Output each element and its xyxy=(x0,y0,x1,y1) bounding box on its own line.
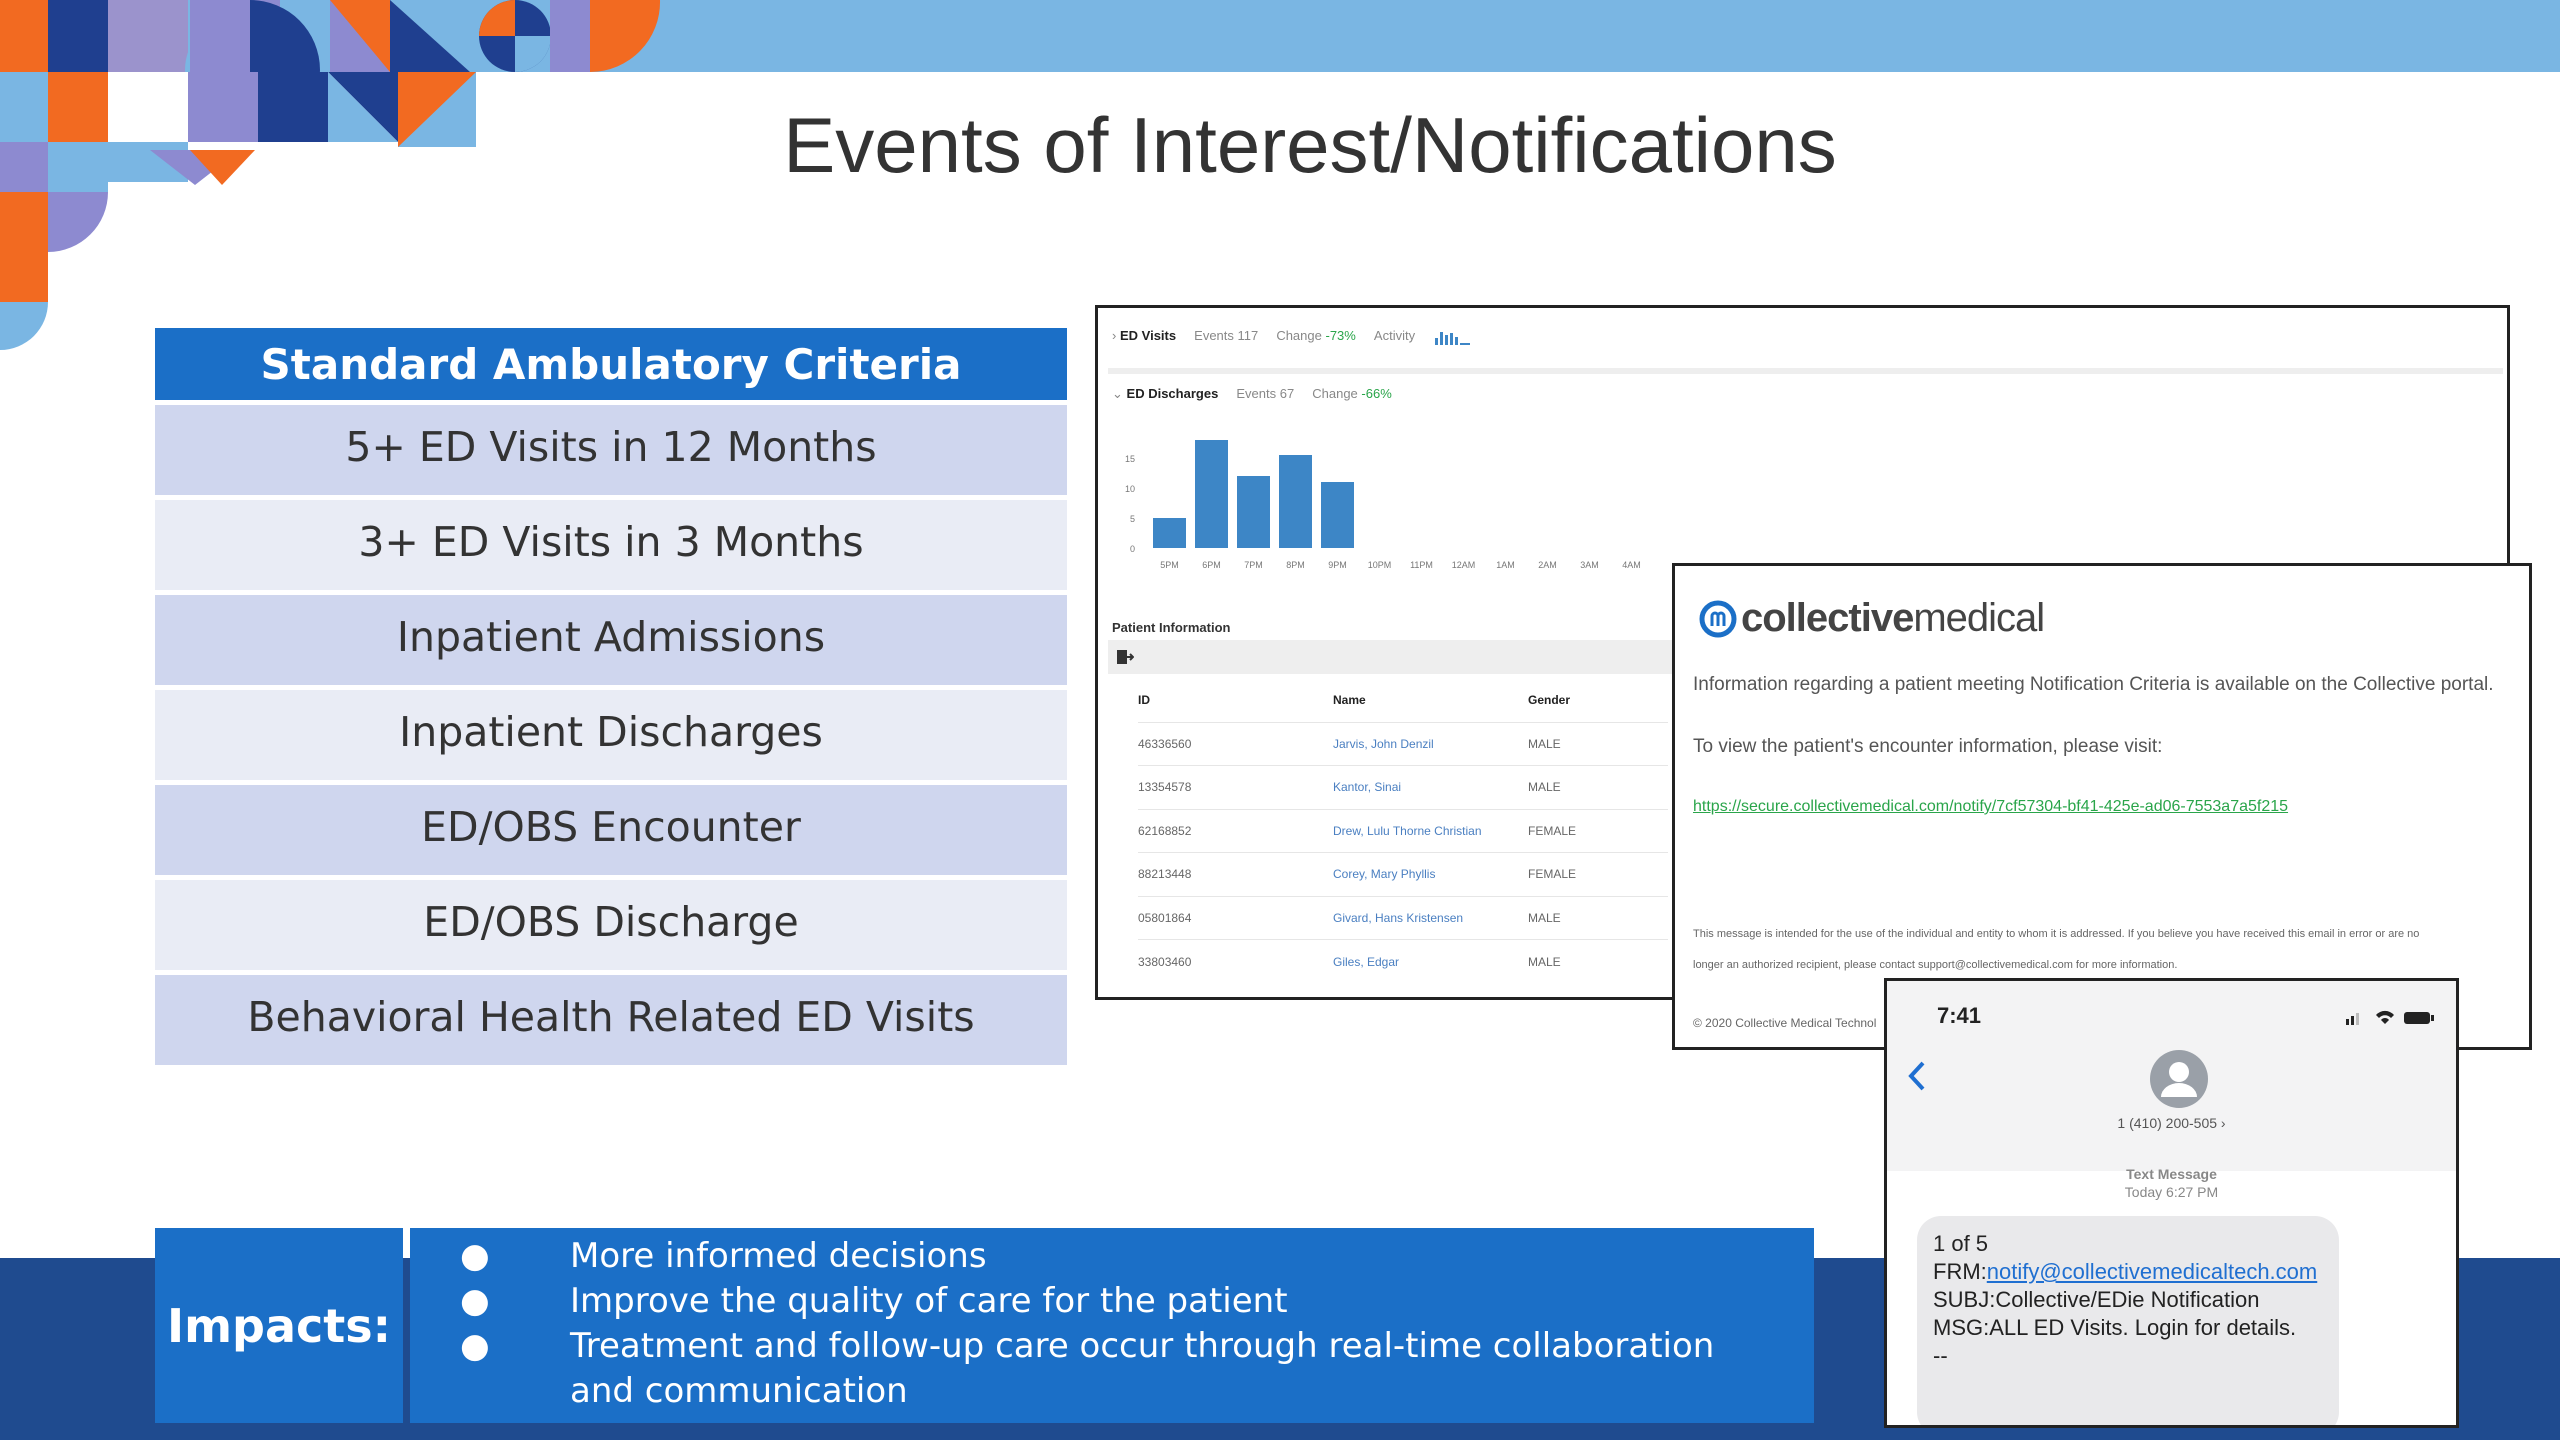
cell-name-link[interactable]: Givard, Hans Kristensen xyxy=(1333,896,1528,940)
brand-name: medical xyxy=(1913,596,2045,640)
message-timestamp: Today 6:27 PM xyxy=(2124,1184,2219,1200)
criteria-item: 5+ ED Visits in 12 Months xyxy=(155,405,1067,495)
patient-table xyxy=(1138,678,1668,983)
table-row[interactable] xyxy=(1138,896,1668,940)
ed-visits-label[interactable]: ED Visits xyxy=(1119,328,1177,343)
impact-item xyxy=(460,1369,1814,1414)
bullet-icon: ● xyxy=(460,1236,490,1276)
x-tick-label: 2AM xyxy=(1538,560,1557,570)
export-icon[interactable] xyxy=(1116,648,1134,666)
from-label: FRM: xyxy=(1933,1259,1987,1284)
cell-gender: FEMALE xyxy=(1528,853,1668,897)
ed-visits-change-label: Change xyxy=(1276,328,1322,343)
impact-text: Treatment and follow-up care occur through real-time collaboration xyxy=(570,1326,1715,1366)
table-row[interactable] xyxy=(1138,853,1668,897)
copyright: © 2020 Collective Medical Technol xyxy=(1693,1016,1877,1030)
contact-number[interactable]: 1 (410) 200-505 › xyxy=(2117,1115,2226,1131)
x-tick-label: 4AM xyxy=(1622,560,1641,570)
collective-medical-logo xyxy=(1699,596,2044,641)
back-chevron-icon[interactable] xyxy=(1905,1059,1929,1093)
x-tick-label: 10PM xyxy=(1367,560,1392,570)
ed-discharges-change-label: Change xyxy=(1312,386,1358,401)
table-row[interactable] xyxy=(1138,809,1668,853)
x-tick-label: 11PM xyxy=(1410,560,1433,570)
patient-info-title: Patient Information xyxy=(1112,620,1231,635)
impact-text: Improve the quality of care for the patient xyxy=(570,1281,1288,1321)
chevron-down-icon[interactable]: ⌄ xyxy=(1112,386,1123,401)
impact-text: More informed decisions xyxy=(570,1236,987,1276)
criteria-item: ED/OBS Discharge xyxy=(155,880,1067,970)
chart-bar[interactable] xyxy=(1195,440,1228,548)
criteria-item: Behavioral Health Related ED Visits xyxy=(155,975,1067,1065)
status-icons xyxy=(2346,1007,2436,1027)
impacts-list xyxy=(410,1228,1814,1423)
x-tick-label: 6PM xyxy=(1202,560,1221,570)
message-trail: -- xyxy=(1933,1343,1948,1368)
y-tick-label: 15 xyxy=(1124,454,1135,464)
ed-discharges-label[interactable]: ED Discharges xyxy=(1126,386,1219,401)
criteria-header: Standard Ambulatory Criteria xyxy=(155,328,1067,400)
disclaimer-line-1: This message is intended for the use of the individual and entity to whom it is addressed. If you believe you have received this email in error or are no xyxy=(1693,928,2420,940)
message-type: Text Message xyxy=(2126,1166,2217,1182)
x-tick-label: 3AM xyxy=(1580,560,1599,570)
x-tick-label: 5PM xyxy=(1160,560,1179,570)
table-row[interactable] xyxy=(1138,722,1668,766)
y-tick-label: 10 xyxy=(1124,484,1135,494)
disclaimer-line-2: longer an authorized recipient, please contact support@collectivemedical.com for more information. xyxy=(1693,959,2178,971)
criteria-item: Inpatient Admissions xyxy=(155,595,1067,685)
y-tick-label: 5 xyxy=(1129,514,1135,524)
ed-visits-events: Events 117 xyxy=(1194,328,1259,343)
chart-bar[interactable] xyxy=(1321,482,1354,548)
impact-text: and communication xyxy=(570,1371,908,1411)
cell-name-link[interactable]: Jarvis, John Denzil xyxy=(1333,722,1528,766)
email-screenshot xyxy=(1672,563,2532,1050)
ed-discharges-change: -66% xyxy=(1361,386,1392,401)
status-time: 7:41 xyxy=(1937,1003,1982,1028)
cell-gender: MALE xyxy=(1528,766,1668,810)
x-tick-label: 7PM xyxy=(1244,560,1263,570)
chart-bar[interactable] xyxy=(1237,476,1270,548)
cell-id: 88213448 xyxy=(1138,853,1333,897)
cell-gender: MALE xyxy=(1528,896,1668,940)
impact-item xyxy=(460,1279,1814,1324)
cell-id: 05801864 xyxy=(1138,896,1333,940)
from-email-link[interactable]: notify@collectivemedicaltech.com xyxy=(1986,1259,2318,1284)
cell-gender: MALE xyxy=(1528,940,1668,984)
collective-logo-icon xyxy=(1699,600,1737,638)
email-line-1: Information regarding a patient meeting Notification Criteria is available on the Collective portal. xyxy=(1693,674,2494,695)
cell-name-link[interactable]: Giles, Edgar xyxy=(1333,940,1528,984)
bullet-icon: ● xyxy=(460,1326,490,1366)
phone-screenshot xyxy=(1884,978,2459,1428)
chart-bar[interactable] xyxy=(1153,518,1186,548)
activity-sparkline-icon xyxy=(1433,329,1473,345)
impacts-label: Impacts: xyxy=(155,1228,403,1423)
criteria-table xyxy=(155,328,1067,1065)
decorative-mosaic xyxy=(0,0,700,360)
criteria-item: Inpatient Discharges xyxy=(155,690,1067,780)
cell-gender: FEMALE xyxy=(1528,809,1668,853)
message-count: 1 of 5 xyxy=(1933,1231,1989,1256)
message-body: MSG:ALL ED Visits. Login for details. xyxy=(1933,1315,2297,1340)
cell-id: 62168852 xyxy=(1138,809,1333,853)
cell-gender: MALE xyxy=(1528,722,1668,766)
contact-avatar-icon[interactable] xyxy=(2149,1049,2209,1109)
cell-id: 46336560 xyxy=(1138,722,1333,766)
column-header-id[interactable]: ID xyxy=(1138,692,1150,707)
column-header-gender[interactable]: Gender xyxy=(1528,692,1571,707)
y-tick-label: 0 xyxy=(1129,544,1135,554)
column-header-name[interactable]: Name xyxy=(1333,692,1366,707)
table-row[interactable] xyxy=(1138,940,1668,984)
message-bubble xyxy=(1917,1216,2339,1428)
cell-name-link[interactable]: Kantor, Sinai xyxy=(1333,766,1528,810)
x-tick-label: 9PM xyxy=(1328,560,1347,570)
bullet-icon: ● xyxy=(460,1281,490,1321)
portal-link[interactable]: https://secure.collectivemedical.com/notify/7cf57304-bf41-425e-ad06-7553a7a5f215 xyxy=(1693,798,2289,815)
criteria-item: ED/OBS Encounter xyxy=(155,785,1067,875)
impact-item xyxy=(460,1324,1814,1369)
brand-name-bold: collective xyxy=(1741,596,1914,640)
x-tick-label: 8PM xyxy=(1286,560,1305,570)
cell-name-link[interactable]: Drew, Lulu Thorne Christian xyxy=(1333,809,1528,853)
divider xyxy=(1108,368,2503,374)
impact-item xyxy=(460,1234,1814,1279)
message-subject: SUBJ:Collective/EDie Notification xyxy=(1933,1287,2260,1312)
chart-bar[interactable] xyxy=(1279,455,1312,548)
chevron-right-icon[interactable]: › xyxy=(1112,328,1117,343)
cell-id: 33803460 xyxy=(1138,940,1333,984)
patient-info-toolbar xyxy=(1108,640,1708,674)
activity-label: Activity xyxy=(1373,328,1416,343)
x-tick-label: 1AM xyxy=(1496,560,1515,570)
x-tick-label: 12AM xyxy=(1451,560,1476,570)
ed-visits-change: -73% xyxy=(1325,328,1356,343)
ed-discharges-events: Events 67 xyxy=(1236,386,1295,401)
cell-id: 13354578 xyxy=(1138,766,1333,810)
table-row[interactable] xyxy=(1138,766,1668,810)
ed-discharges-row xyxy=(1112,386,1392,402)
cell-name-link[interactable]: Corey, Mary Phyllis xyxy=(1333,853,1528,897)
ed-visits-row xyxy=(1112,328,1473,345)
criteria-item: 3+ ED Visits in 3 Months xyxy=(155,500,1067,590)
email-line-2: To view the patient's encounter information, please visit: xyxy=(1693,736,2163,757)
page-title: Events of Interest/Notifications xyxy=(783,101,1837,189)
